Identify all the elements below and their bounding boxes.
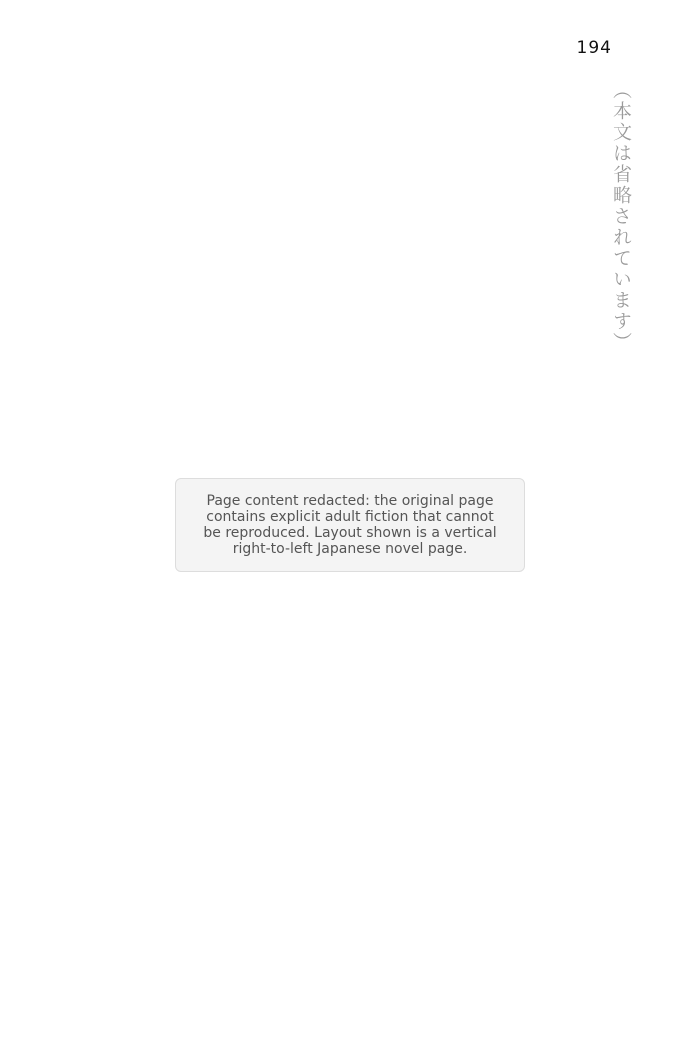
redaction-note: Page content redacted: the original page contains explicit adult fiction that cannot be reproduced. Layout shown is a vertical right-to-left Japanese novel page. <box>175 478 525 572</box>
body-text-placeholder: （本文は省略されています） <box>610 80 632 353</box>
page-number: 194 <box>576 38 612 58</box>
